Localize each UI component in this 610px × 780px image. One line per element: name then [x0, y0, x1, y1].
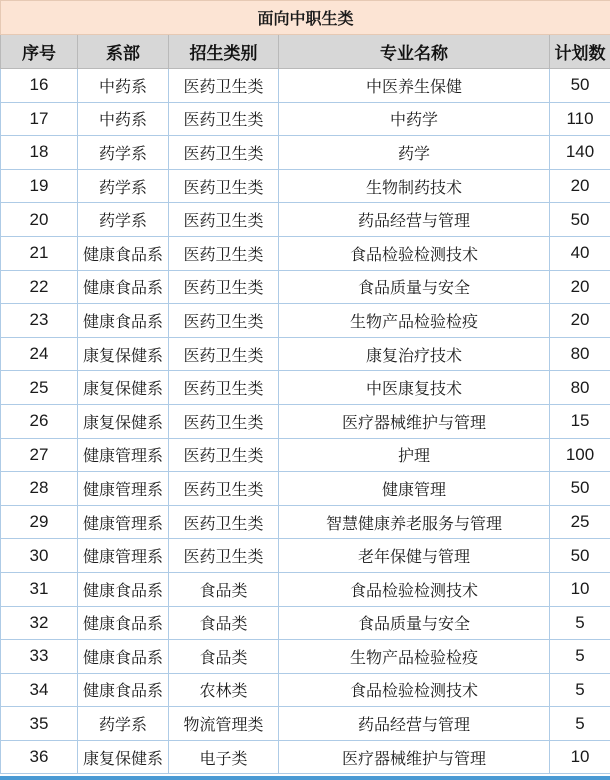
table-row	[1, 337, 610, 371]
cell-department[interactable]: 康复保健系	[78, 404, 169, 438]
cell-serial[interactable]: 35	[1, 707, 78, 741]
cell-category[interactable]: 医药卫生类	[169, 69, 279, 103]
cell-plan[interactable]: 5	[550, 606, 610, 640]
cell-plan[interactable]: 10	[550, 572, 610, 606]
sheet-bottom-border	[0, 776, 610, 780]
table-row	[1, 640, 610, 674]
table-body	[1, 69, 610, 774]
cell-department[interactable]: 健康管理系	[78, 438, 169, 472]
cell-serial[interactable]: 33	[1, 640, 78, 674]
table-row	[1, 505, 610, 539]
cell-department[interactable]: 康复保健系	[78, 371, 169, 405]
table-row	[1, 404, 610, 438]
header-cell-serial[interactable]: 序号	[1, 35, 78, 69]
cell-serial[interactable]: 34	[1, 673, 78, 707]
cell-serial[interactable]: 30	[1, 539, 78, 573]
table-row	[1, 371, 610, 405]
cell-major[interactable]: 生物产品检验检疫	[279, 640, 550, 674]
cell-plan[interactable]: 50	[550, 203, 610, 237]
cell-plan[interactable]: 5	[550, 707, 610, 741]
header-cell-department[interactable]: 系部	[78, 35, 169, 69]
cell-category[interactable]: 医药卫生类	[169, 371, 279, 405]
cell-plan[interactable]: 40	[550, 236, 610, 270]
table-row	[1, 69, 610, 103]
table-row	[1, 236, 610, 270]
cell-major[interactable]: 医疗器械维护与管理	[279, 404, 550, 438]
table-row	[1, 438, 610, 472]
cell-plan[interactable]: 100	[550, 438, 610, 472]
cell-plan[interactable]: 25	[550, 505, 610, 539]
cell-major[interactable]: 食品检验检测技术	[279, 236, 550, 270]
cell-major[interactable]: 食品质量与安全	[279, 606, 550, 640]
cell-major[interactable]: 药品经营与管理	[279, 707, 550, 741]
table-row	[1, 102, 610, 136]
table-row	[1, 740, 610, 774]
cell-plan[interactable]: 10	[550, 740, 610, 774]
cell-plan[interactable]: 80	[550, 371, 610, 405]
cell-category[interactable]: 医药卫生类	[169, 404, 279, 438]
cell-major[interactable]: 健康管理	[279, 472, 550, 506]
cell-category[interactable]: 医药卫生类	[169, 270, 279, 304]
cell-serial[interactable]: 29	[1, 505, 78, 539]
cell-category[interactable]: 医药卫生类	[169, 539, 279, 573]
cell-serial[interactable]: 27	[1, 438, 78, 472]
cell-plan[interactable]: 5	[550, 673, 610, 707]
cell-category[interactable]: 医药卫生类	[169, 203, 279, 237]
cell-major[interactable]: 药品经营与管理	[279, 203, 550, 237]
header-cell-plan[interactable]: 计划数	[550, 35, 610, 69]
cell-major[interactable]: 医疗器械维护与管理	[279, 740, 550, 774]
cell-serial[interactable]: 31	[1, 572, 78, 606]
cell-plan[interactable]: 5	[550, 640, 610, 674]
cell-major[interactable]: 护理	[279, 438, 550, 472]
cell-serial[interactable]: 28	[1, 472, 78, 506]
cell-category[interactable]: 医药卫生类	[169, 136, 279, 170]
cell-plan[interactable]: 50	[550, 539, 610, 573]
cell-plan[interactable]: 20	[550, 270, 610, 304]
cell-category[interactable]: 医药卫生类	[169, 169, 279, 203]
cell-serial[interactable]: 36	[1, 740, 78, 774]
table-row	[1, 136, 610, 170]
cell-serial[interactable]: 19	[1, 169, 78, 203]
table-row	[1, 203, 610, 237]
header-cell-category[interactable]: 招生类别	[169, 35, 279, 69]
cell-category[interactable]: 农林类	[169, 673, 279, 707]
cell-category[interactable]: 医药卫生类	[169, 102, 279, 136]
cell-serial[interactable]: 21	[1, 236, 78, 270]
cell-category[interactable]: 医药卫生类	[169, 304, 279, 338]
cell-plan[interactable]: 20	[550, 304, 610, 338]
header-row	[1, 35, 610, 69]
cell-major[interactable]: 食品质量与安全	[279, 270, 550, 304]
cell-major[interactable]: 生物制药技术	[279, 169, 550, 203]
cell-category[interactable]: 食品类	[169, 640, 279, 674]
cell-category[interactable]: 电子类	[169, 740, 279, 774]
cell-major[interactable]: 康复治疗技术	[279, 337, 550, 371]
cell-department[interactable]: 健康食品系	[78, 304, 169, 338]
cell-major[interactable]: 中医康复技术	[279, 371, 550, 405]
cell-major[interactable]: 智慧健康养老服务与管理	[279, 505, 550, 539]
cell-department[interactable]: 药学系	[78, 136, 169, 170]
cell-department[interactable]: 健康管理系	[78, 472, 169, 506]
cell-category[interactable]: 医药卫生类	[169, 472, 279, 506]
cell-department[interactable]: 健康食品系	[78, 236, 169, 270]
cell-serial[interactable]: 23	[1, 304, 78, 338]
cell-serial[interactable]: 17	[1, 102, 78, 136]
cell-department[interactable]: 中药系	[78, 69, 169, 103]
cell-department[interactable]: 健康管理系	[78, 505, 169, 539]
cell-major[interactable]: 药学	[279, 136, 550, 170]
cell-plan[interactable]: 50	[550, 69, 610, 103]
cell-plan[interactable]: 140	[550, 136, 610, 170]
cell-serial[interactable]: 25	[1, 371, 78, 405]
table-row	[1, 304, 610, 338]
cell-serial[interactable]: 24	[1, 337, 78, 371]
cell-department[interactable]: 健康食品系	[78, 572, 169, 606]
cell-major[interactable]: 食品检验检测技术	[279, 572, 550, 606]
cell-department[interactable]: 药学系	[78, 169, 169, 203]
table-row	[1, 606, 610, 640]
cell-category[interactable]: 医药卫生类	[169, 236, 279, 270]
table-row	[1, 169, 610, 203]
table-row	[1, 673, 610, 707]
cell-plan[interactable]: 15	[550, 404, 610, 438]
cell-category[interactable]: 物流管理类	[169, 707, 279, 741]
cell-major[interactable]: 食品检验检测技术	[279, 673, 550, 707]
cell-major[interactable]: 老年保健与管理	[279, 539, 550, 573]
cell-category[interactable]: 医药卫生类	[169, 337, 279, 371]
cell-department[interactable]: 健康食品系	[78, 270, 169, 304]
cell-department[interactable]: 健康食品系	[78, 606, 169, 640]
cell-department[interactable]: 中药系	[78, 102, 169, 136]
cell-plan[interactable]: 110	[550, 102, 610, 136]
cell-major[interactable]: 生物产品检验检疫	[279, 304, 550, 338]
table-row	[1, 539, 610, 573]
table-title[interactable]: 面向中职生类	[1, 1, 610, 35]
cell-department[interactable]: 健康食品系	[78, 673, 169, 707]
table-row	[1, 270, 610, 304]
cell-major[interactable]: 中药学	[279, 102, 550, 136]
table-row	[1, 707, 610, 741]
cell-category[interactable]: 医药卫生类	[169, 505, 279, 539]
cell-category[interactable]: 食品类	[169, 572, 279, 606]
cell-serial[interactable]: 26	[1, 404, 78, 438]
cell-plan[interactable]: 50	[550, 472, 610, 506]
cell-serial[interactable]: 32	[1, 606, 78, 640]
table-row	[1, 572, 610, 606]
cell-category[interactable]: 医药卫生类	[169, 438, 279, 472]
cell-serial[interactable]: 20	[1, 203, 78, 237]
cell-department[interactable]: 药学系	[78, 707, 169, 741]
cell-department[interactable]: 健康食品系	[78, 640, 169, 674]
cell-major[interactable]: 中医养生保健	[279, 69, 550, 103]
cell-serial[interactable]: 18	[1, 136, 78, 170]
cell-department[interactable]: 健康管理系	[78, 539, 169, 573]
cell-department[interactable]: 药学系	[78, 203, 169, 237]
cell-plan[interactable]: 20	[550, 169, 610, 203]
cell-plan[interactable]: 80	[550, 337, 610, 371]
cell-category[interactable]: 食品类	[169, 606, 279, 640]
header-cell-major[interactable]: 专业名称	[279, 35, 550, 69]
cell-department[interactable]: 康复保健系	[78, 337, 169, 371]
cell-department[interactable]: 康复保健系	[78, 740, 169, 774]
cell-serial[interactable]: 22	[1, 270, 78, 304]
table-row	[1, 472, 610, 506]
cell-serial[interactable]: 16	[1, 69, 78, 103]
